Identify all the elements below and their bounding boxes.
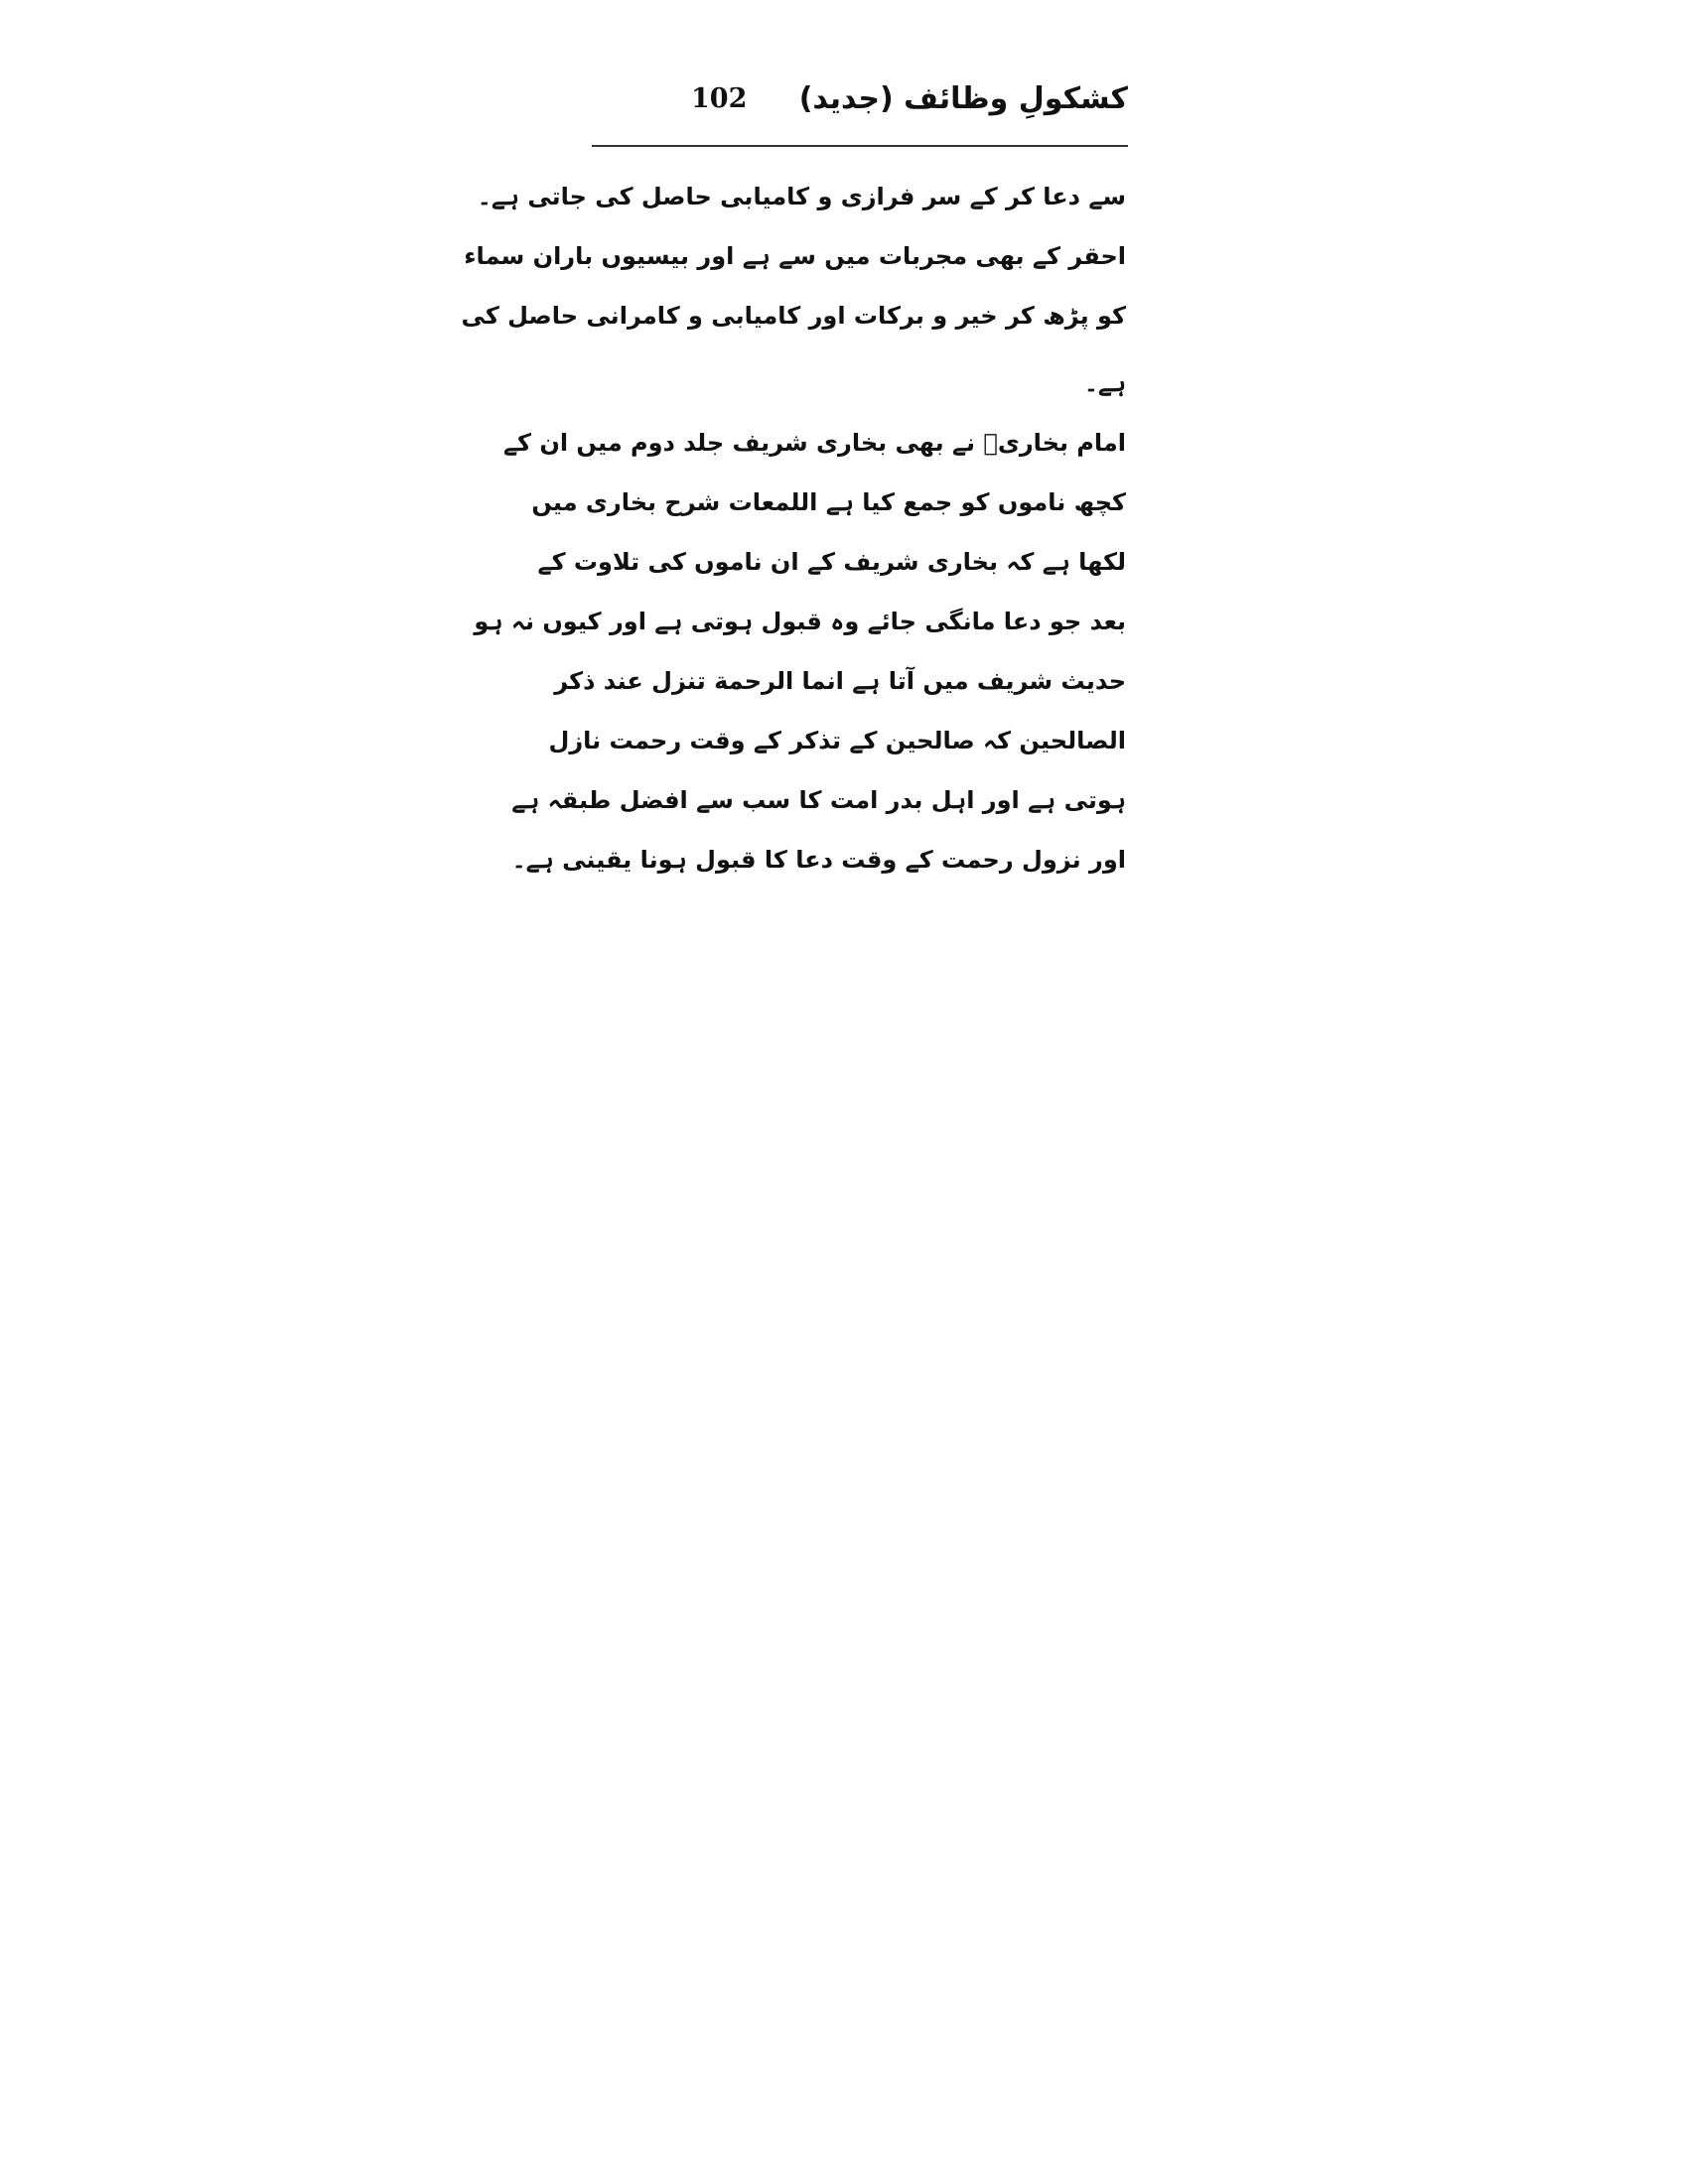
text-line: الصالحین کہ صالحین کے تذکر کے وقت رحمت نازل	[548, 727, 1126, 754]
text-line: کچھ ناموں کو جمع کیا ہے اللمعات شرح بخاری میں	[531, 488, 1126, 516]
text-line: کو پڑھ کر خیر و برکات اور کامیابی و کامرانی حاصل کی	[461, 302, 1126, 330]
header-divider	[592, 145, 1128, 147]
page-header	[592, 77, 1128, 137]
text-line: لکھا ہے کہ بخاری شریف کے ان ناموں کی تلاوت کے	[537, 548, 1126, 576]
text-line: اور نزول رحمت کے وقت دعا کا قبول ہونا یقینی ہے۔	[511, 846, 1126, 874]
text-line: ہے۔	[1083, 369, 1126, 397]
text-line: سے دعا کر کے سر فرازی و کامیابی حاصل کی جاتی ہے۔	[477, 183, 1126, 210]
text-line: ہوتی ہے اور اہل بدر امت کا سب سے افضل طبقہ ہے	[511, 786, 1126, 814]
text-line: امام بخاریؒ نے بھی بخاری شریف جلد دوم میں ان کے	[502, 429, 1126, 457]
text-line: احقر کے بھی مجربات میں سے ہے اور بیسیوں باران سماء	[464, 242, 1126, 270]
text-line: بعد جو دعا مانگی جائے وہ قبول ہوتی ہے اور کیوں نہ ہو	[474, 608, 1126, 635]
text-body	[461, 167, 1126, 889]
text-line: حدیث شریف میں آتا ہے انما الرحمة تنزل عند ذکر	[554, 667, 1126, 695]
page-number: 102	[691, 83, 748, 114]
book-title: کشکولِ وظائف (جدید)	[798, 81, 1128, 116]
